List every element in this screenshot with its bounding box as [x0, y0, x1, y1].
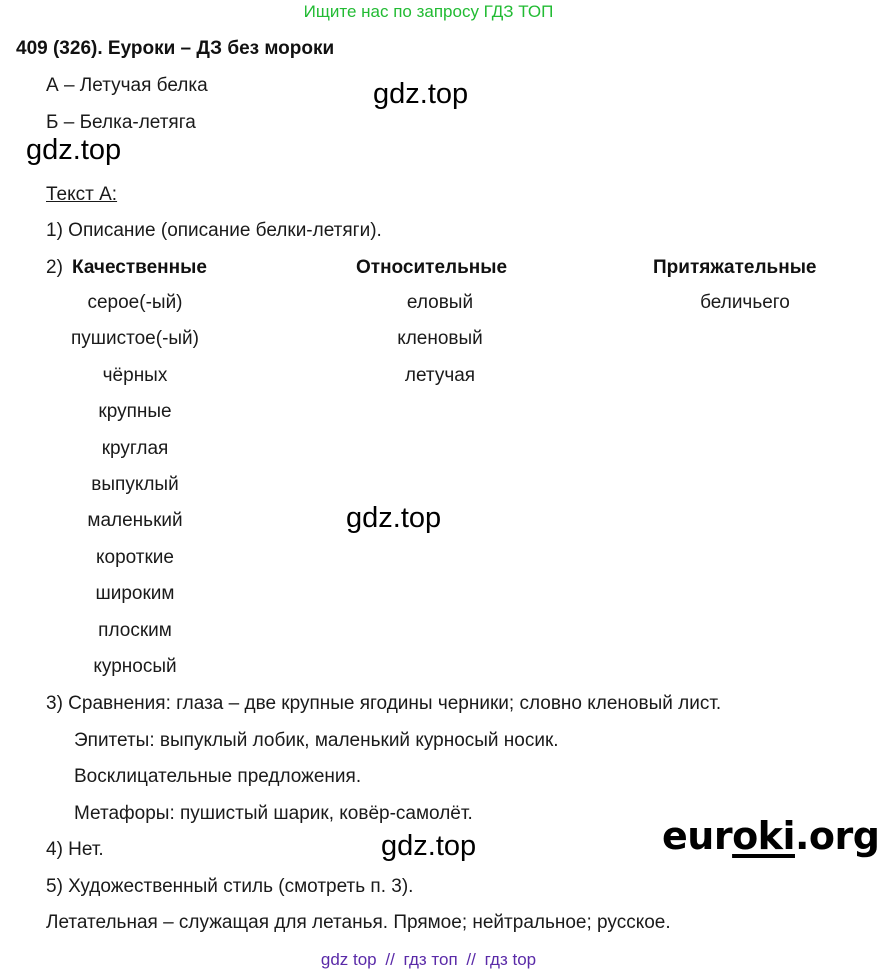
relative-column	[340, 285, 540, 394]
qualitative-word: крупные	[98, 401, 172, 423]
top-banner[interactable]: Ищите нас по запросу ГДЗ ТОП	[303, 2, 554, 21]
footer-separator: //	[385, 950, 395, 969]
qualitative-word: пушистое(-ый)	[70, 328, 200, 350]
qualitative-word: серое(-ый)	[87, 292, 183, 313]
footer-link-gdz-top-ru[interactable]: гдз топ	[403, 950, 458, 969]
relative-word: летучая	[404, 364, 476, 386]
qualitative-word: выпуклый	[91, 473, 179, 495]
watermark-1: gdz.top	[373, 78, 469, 110]
title-b: Б – Белка-летяга	[46, 112, 196, 133]
item-3-epithets: Эпитеты: выпуклый лобик, маленький курносый носик.	[74, 730, 559, 751]
qualitative-header: Качественные	[72, 257, 207, 278]
footer-link-gdz-top-mixed[interactable]: гдз top	[484, 950, 537, 969]
qualitative-column	[35, 285, 235, 685]
watermark-3: gdz.top	[346, 502, 442, 534]
footer-link-gdz-top[interactable]: gdz top	[320, 950, 377, 969]
item-4: 4) Нет.	[46, 839, 104, 860]
qualitative-word: чёрных	[102, 364, 168, 386]
watermark-4: gdz.top	[381, 830, 477, 862]
qualitative-word: курносый	[93, 655, 177, 677]
qualitative-word: широким	[95, 583, 175, 605]
qualitative-word: короткие	[95, 546, 174, 568]
relative-word: кленовый	[397, 328, 483, 350]
euroki-logo[interactable]	[662, 814, 879, 858]
logo-part-2: oki	[732, 814, 795, 858]
item-3-exclamations: Восклицательные предложения.	[74, 766, 362, 787]
watermark-2: gdz.top	[26, 134, 122, 166]
relative-header: Относительные	[356, 257, 508, 278]
qualitative-word: круглая	[101, 437, 169, 459]
exercise-heading: 409 (326). Еуроки – ДЗ без мороки	[16, 38, 335, 59]
logo-part-1: eur	[662, 814, 733, 858]
final-line: Летательная – служащая для летанья. Прямое; нейтральное; русское.	[46, 912, 671, 933]
item-5: 5) Художественный стиль (смотреть п. 3).	[46, 876, 414, 897]
possessive-column	[645, 285, 845, 321]
possessive-header: Притяжательные	[653, 257, 817, 278]
item-3-metaphors: Метафоры: пушистый шарик, ковёр-самолёт.	[74, 803, 473, 824]
logo-part-3: .org	[794, 814, 879, 858]
qualitative-word: маленький	[87, 510, 183, 532]
title-a: А – Летучая белка	[46, 75, 208, 96]
item-1: 1) Описание (описание белки-летяги).	[46, 220, 382, 241]
footer-separator: //	[466, 950, 476, 969]
footer-links	[0, 950, 857, 970]
text-a-label: Текст А:	[46, 184, 118, 205]
qualitative-word: плоским	[98, 619, 172, 641]
relative-word: еловый	[406, 292, 474, 313]
item-2-prefix: 2)	[46, 257, 63, 278]
item-3: 3) Сравнения: глаза – две крупные ягодины черники; словно кленовый лист.	[46, 693, 722, 714]
possessive-word: беличьего	[700, 292, 790, 313]
